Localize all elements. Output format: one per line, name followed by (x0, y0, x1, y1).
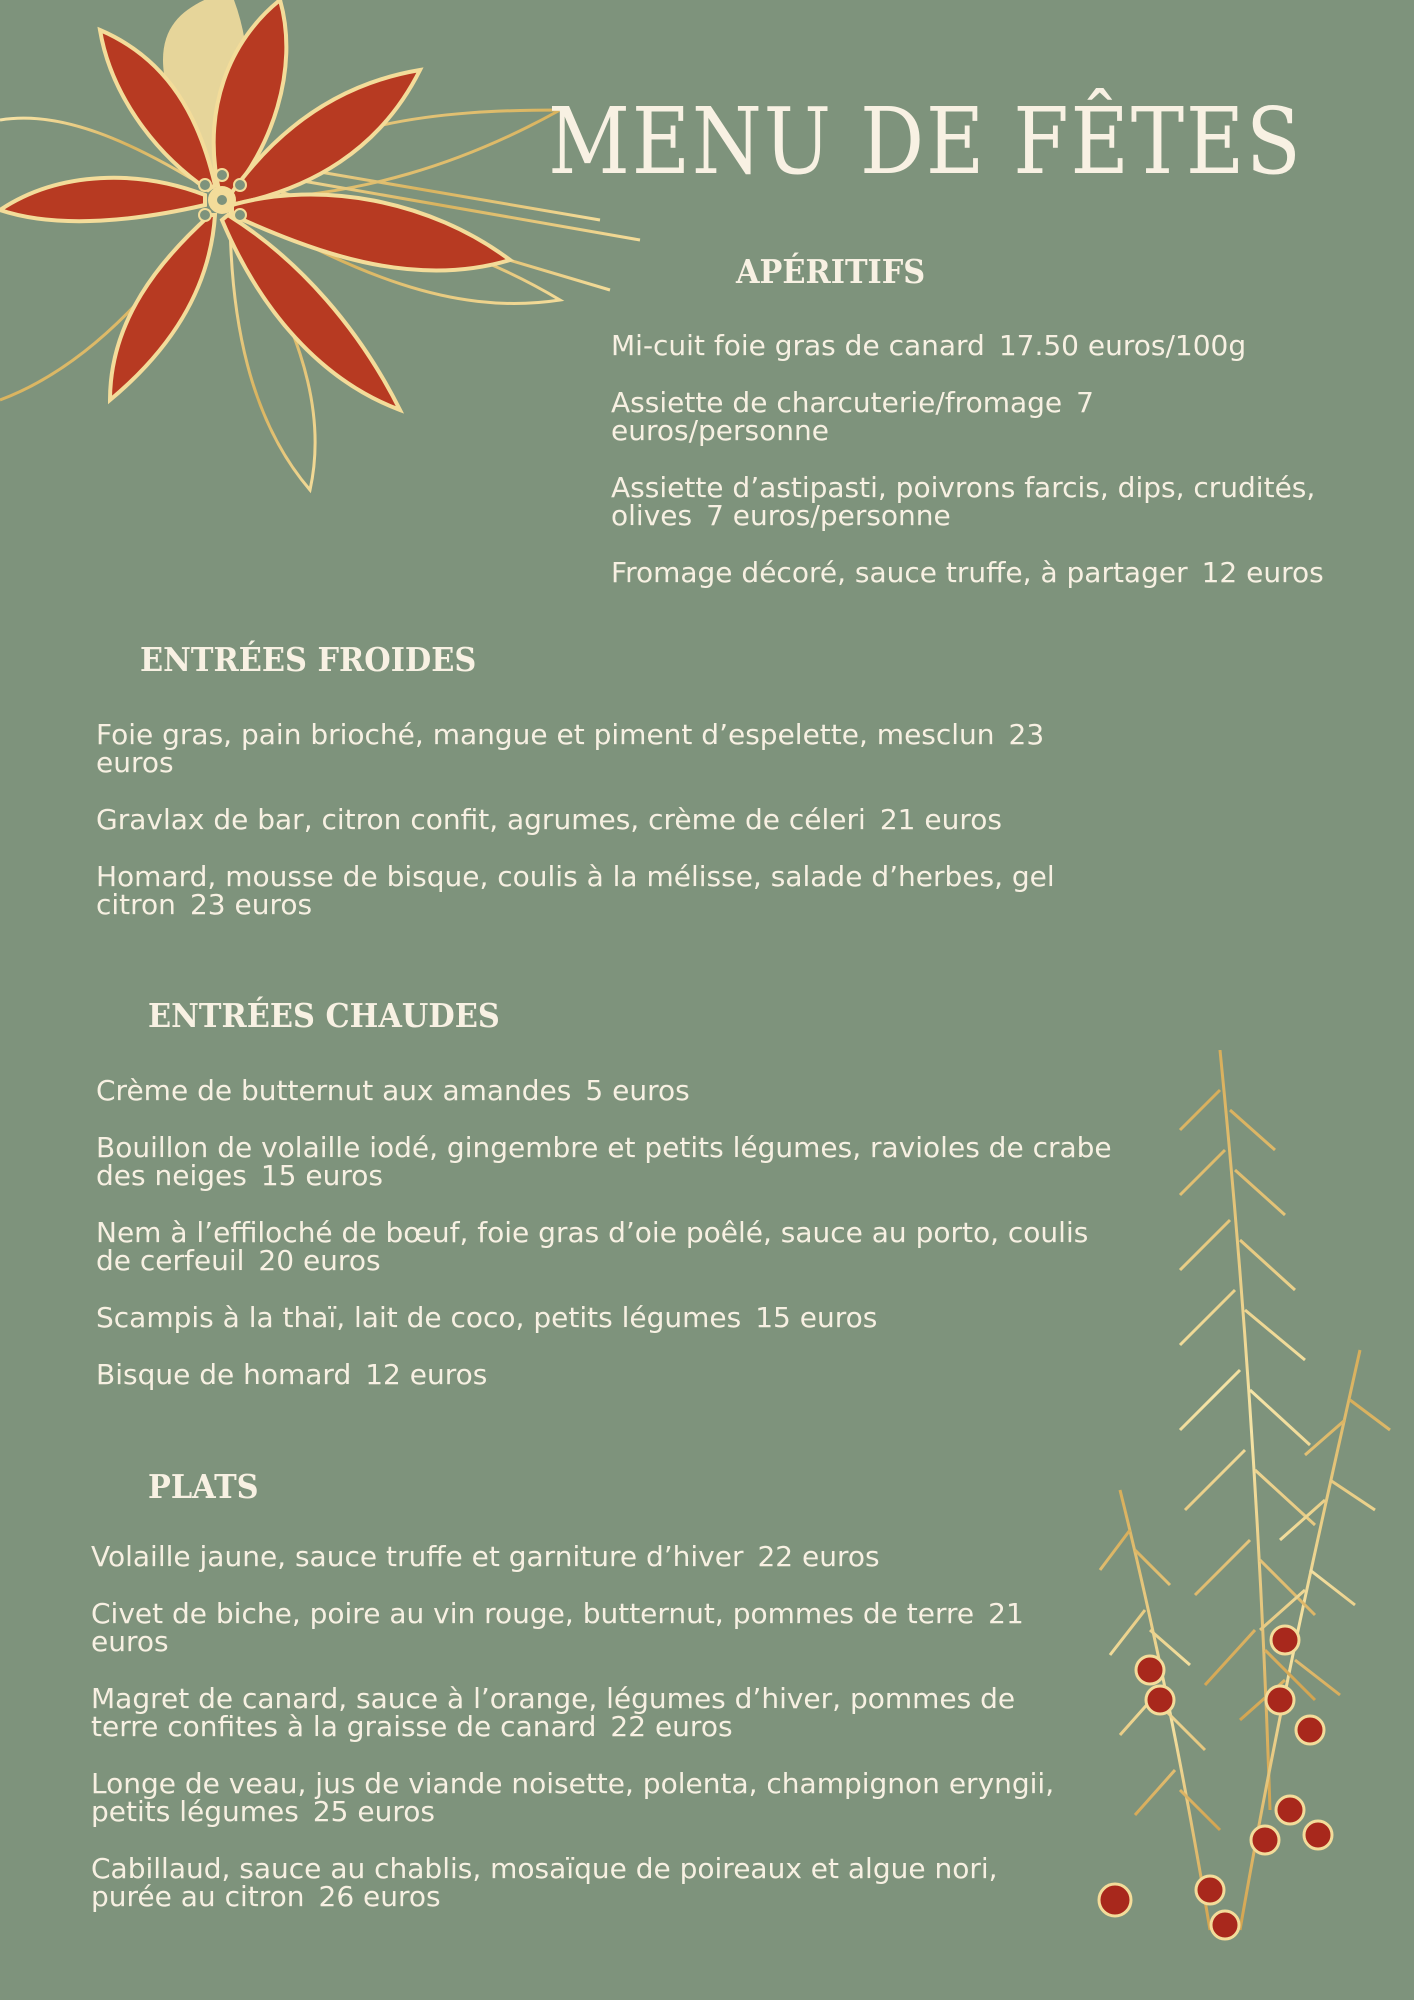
dish-name: Scampis à la thaï, lait de coco, petits légumes (96, 1301, 742, 1334)
menu-item (611, 386, 1191, 447)
dish-name: Longe de veau, jus de viande noisette, polenta, champignon eryngii, petits légumes (91, 1767, 1055, 1828)
dish-price: 15 euros (260, 1159, 383, 1192)
section-heading-aperitifs: APÉRITIFS (736, 252, 926, 291)
menu-item (611, 471, 1351, 532)
section-heading-plats: PLATS (148, 1467, 259, 1506)
dish-name: Fromage décoré, sauce truffe, à partager (611, 556, 1188, 589)
menu-item (96, 1301, 1126, 1334)
plats-list (91, 1540, 1081, 1940)
section-heading-entrees-chaudes: ENTRÉES CHAUDES (148, 996, 500, 1035)
menu-item (96, 860, 1081, 921)
menu-item (91, 1767, 1081, 1828)
menu-item (96, 1074, 1126, 1107)
menu-item (96, 718, 1081, 779)
dish-name: Gravlax de bar, citron confit, agrumes, crème de céleri (96, 803, 866, 836)
dish-price: 5 euros (585, 1074, 690, 1107)
menu-title: MENU DE FÊTES (548, 88, 1303, 195)
dish-price: 22 euros (610, 1710, 733, 1743)
dish-name: Assiette de charcuterie/fromage (611, 386, 1063, 419)
dish-name: Volaille jaune, sauce truffe et garniture d’hiver (91, 1540, 744, 1573)
dish-name: Homard, mousse de bisque, coulis à la mélisse, salade d’herbes, gel citron (96, 860, 1055, 921)
menu-item (96, 1216, 1126, 1277)
dish-name: Nem à l’effiloché de bœuf, foie gras d’oie poêlé, sauce au porto, coulis de cerfeuil (96, 1216, 1089, 1277)
menu-item (91, 1540, 1081, 1573)
dish-price: 26 euros (318, 1880, 441, 1913)
menu-item (96, 1131, 1126, 1192)
entrees-chaudes-list (96, 1074, 1126, 1418)
menu-item (611, 329, 1371, 362)
dish-price: 25 euros (312, 1795, 435, 1828)
dish-price: 12 euros (1201, 556, 1324, 589)
menu-item (91, 1597, 1081, 1658)
dish-price: 15 euros (755, 1301, 878, 1334)
dish-name: Crème de butternut aux amandes (96, 1074, 572, 1107)
dish-name: Magret de canard, sauce à l’orange, légumes d’hiver, pommes de terre confites à la graisse de canard (91, 1682, 1016, 1743)
dish-price: 23 euros (189, 888, 313, 921)
dish-name: Assiette d’astipasti, poivrons farcis, dips, crudités, olives (611, 471, 1316, 532)
dish-name: Cabillaud, sauce au chablis, mosaïque de poireaux et algue nori, purée au citron (91, 1852, 998, 1913)
dish-price: 21 euros (91, 1597, 1024, 1658)
poinsettia-flower-icon (0, 0, 660, 500)
dish-price: 23 euros (96, 718, 1045, 779)
dish-price: 12 euros (365, 1358, 488, 1391)
dish-name: Mi-cuit foie gras de canard (611, 329, 985, 362)
dish-price: 21 euros (879, 803, 1002, 836)
dish-price: 20 euros (258, 1244, 381, 1277)
dish-price: 17.50 euros/100g (998, 329, 1247, 362)
menu-item (96, 1358, 1126, 1391)
dish-price: 7 euros/personne (611, 386, 1094, 447)
dish-name: Bouillon de volaille iodé, gingembre et petits légumes, ravioles de crabe des neiges (96, 1131, 1112, 1192)
dish-name: Bisque de homard (96, 1358, 352, 1391)
menu-item (96, 803, 1106, 836)
dish-price: 7 euros/personne (706, 499, 951, 532)
entrees-froides-list (96, 718, 1106, 948)
menu-item (611, 556, 1371, 589)
aperitifs-list (611, 329, 1371, 616)
dish-price: 22 euros (757, 1540, 880, 1573)
dish-name: Civet de biche, poire au vin rouge, butternut, pommes de terre (91, 1597, 975, 1630)
menu-item (91, 1682, 1071, 1743)
section-heading-entrees-froides: ENTRÉES FROIDES (140, 640, 477, 679)
dish-name: Foie gras, pain brioché, mangue et piment d’espelette, mesclun (96, 718, 995, 751)
menu-item (91, 1852, 1071, 1913)
